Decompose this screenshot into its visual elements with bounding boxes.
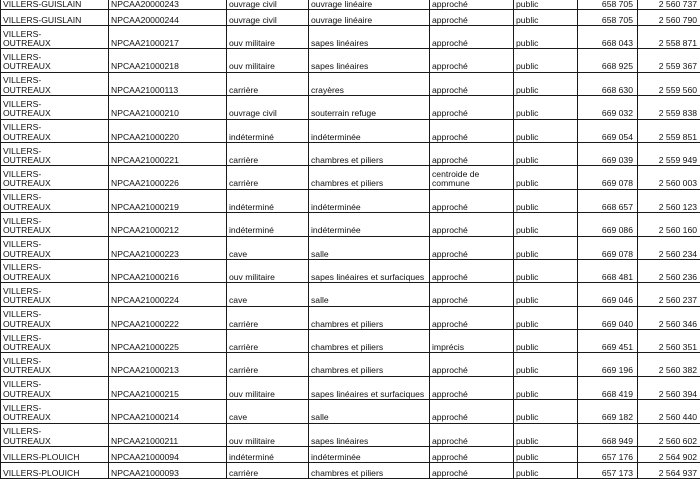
cell-y: 2 560 351 <box>638 330 700 353</box>
table-row <box>1 0 700 10</box>
table-row <box>1 353 700 376</box>
commune-line: VILLERS- <box>3 100 106 109</box>
cell-code: NPCAA21000214 <box>109 400 227 423</box>
table-row <box>1 330 700 353</box>
cell-x: 657 176 <box>578 447 638 463</box>
cell-nature: sapes linéaires et surfaciques <box>309 259 430 282</box>
cell-statut: public <box>514 49 578 72</box>
commune-line: VILLERS- <box>3 217 106 226</box>
cell-precision: centroide de commune <box>430 166 514 189</box>
cell-code: NPCAA20000243 <box>109 0 227 10</box>
cell-commune <box>1 236 109 259</box>
cell-type: carrière <box>227 72 309 95</box>
cell-y: 2 564 902 <box>638 447 700 463</box>
cell-nature: sapes linéaires <box>309 26 430 49</box>
cell-y: 2 560 382 <box>638 353 700 376</box>
cell-code: NPCAA21000094 <box>109 447 227 463</box>
cell-precision: approché <box>430 423 514 446</box>
cell-type: indéterminé <box>227 189 309 212</box>
commune-line: VILLERS- <box>3 404 106 413</box>
cell-type: ouv militaire <box>227 259 309 282</box>
commune-line: VILLERS- <box>3 263 106 272</box>
cell-commune <box>1 0 109 10</box>
cell-nature: chambres et piliers <box>309 463 430 479</box>
cell-y: 2 560 237 <box>638 283 700 306</box>
commune-line: VILLERS- <box>3 147 106 156</box>
commune-line: OUTREAUX <box>3 203 106 212</box>
table-row <box>1 463 700 479</box>
commune-line: VILLERS-PLOUICH <box>3 469 106 478</box>
cell-commune <box>1 463 109 479</box>
commune-line: VILLERS-GUISLAIN <box>3 16 106 25</box>
cell-nature: salle <box>309 400 430 423</box>
cell-x: 668 419 <box>578 376 638 399</box>
cell-precision: approché <box>430 306 514 329</box>
cell-type: carrière <box>227 330 309 353</box>
cell-x: 669 054 <box>578 119 638 142</box>
cell-nature: chambres et piliers <box>309 330 430 353</box>
commune-line: VILLERS- <box>3 123 106 132</box>
cell-nature: souterrain refuge <box>309 96 430 119</box>
cell-y: 2 560 236 <box>638 259 700 282</box>
cell-x: 658 705 <box>578 10 638 26</box>
cell-code: NPCAA21000211 <box>109 423 227 446</box>
table-row <box>1 119 700 142</box>
cell-nature: ouvrage linéaire <box>309 10 430 26</box>
cell-statut: public <box>514 189 578 212</box>
cell-code: NPCAA21000216 <box>109 259 227 282</box>
cell-y: 2 560 003 <box>638 166 700 189</box>
commune-line: VILLERS- <box>3 334 106 343</box>
cell-y: 2 559 851 <box>638 119 700 142</box>
cell-statut: public <box>514 330 578 353</box>
cell-statut: public <box>514 72 578 95</box>
cell-code: NPCAA21000219 <box>109 189 227 212</box>
cell-code: NPCAA21000222 <box>109 306 227 329</box>
table-row <box>1 26 700 49</box>
cell-statut: public <box>514 213 578 236</box>
table-row <box>1 213 700 236</box>
table-row <box>1 376 700 399</box>
cell-type: ouv militaire <box>227 423 309 446</box>
cell-statut: public <box>514 96 578 119</box>
cell-commune <box>1 259 109 282</box>
cell-y: 2 559 949 <box>638 142 700 165</box>
commune-line: OUTREAUX <box>3 179 106 188</box>
commune-line: OUTREAUX <box>3 366 106 375</box>
cell-precision: approché <box>430 96 514 119</box>
cell-x: 669 086 <box>578 213 638 236</box>
cell-code: NPCAA21000225 <box>109 330 227 353</box>
table-row <box>1 400 700 423</box>
cell-statut: public <box>514 376 578 399</box>
cell-type: ouv militaire <box>227 26 309 49</box>
table-row <box>1 49 700 72</box>
cell-commune <box>1 96 109 119</box>
commune-line: OUTREAUX <box>3 156 106 165</box>
commune-line: VILLERS- <box>3 76 106 85</box>
table-row <box>1 423 700 446</box>
commune-line: VILLERS- <box>3 380 106 389</box>
cell-precision: approché <box>430 236 514 259</box>
cell-commune <box>1 142 109 165</box>
cell-precision: approché <box>430 26 514 49</box>
cell-x: 669 040 <box>578 306 638 329</box>
cell-commune <box>1 189 109 212</box>
cell-precision: approché <box>430 447 514 463</box>
cell-x: 668 481 <box>578 259 638 282</box>
cell-commune <box>1 10 109 26</box>
cell-y: 2 560 737 <box>638 0 700 10</box>
cell-statut: public <box>514 400 578 423</box>
table-row <box>1 189 700 212</box>
cell-x: 668 043 <box>578 26 638 49</box>
cell-y: 2 560 234 <box>638 236 700 259</box>
cell-type: indéterminé <box>227 119 309 142</box>
cell-statut: public <box>514 26 578 49</box>
cell-nature: chambres et piliers <box>309 166 430 189</box>
table-row <box>1 236 700 259</box>
table-row <box>1 447 700 463</box>
cell-y: 2 559 838 <box>638 96 700 119</box>
cell-statut: public <box>514 0 578 10</box>
cell-x: 668 949 <box>578 423 638 446</box>
table-row <box>1 72 700 95</box>
cell-type: carrière <box>227 142 309 165</box>
cell-x: 669 182 <box>578 400 638 423</box>
cell-x: 669 032 <box>578 96 638 119</box>
cell-y: 2 564 937 <box>638 463 700 479</box>
cell-nature: sapes linéaires et surfaciques <box>309 376 430 399</box>
cell-precision: approché <box>430 213 514 236</box>
commune-line: OUTREAUX <box>3 343 106 352</box>
cell-x: 669 046 <box>578 283 638 306</box>
cell-precision: approché <box>430 463 514 479</box>
cell-statut: public <box>514 447 578 463</box>
cell-statut: public <box>514 283 578 306</box>
cell-nature: chambres et piliers <box>309 353 430 376</box>
cell-precision: approché <box>430 400 514 423</box>
cell-commune <box>1 376 109 399</box>
cell-nature: sapes linéaires <box>309 423 430 446</box>
cell-nature: indéterminée <box>309 119 430 142</box>
commune-line: VILLERS- <box>3 310 106 319</box>
commune-line: OUTREAUX <box>3 437 106 446</box>
cell-x: 668 657 <box>578 189 638 212</box>
cell-x: 669 196 <box>578 353 638 376</box>
cell-y: 2 559 367 <box>638 49 700 72</box>
table-row <box>1 166 700 189</box>
cell-nature: sapes linéaires <box>309 49 430 72</box>
cell-statut: public <box>514 166 578 189</box>
cell-x: 669 451 <box>578 330 638 353</box>
cell-x: 669 078 <box>578 236 638 259</box>
cell-precision: approché <box>430 189 514 212</box>
commune-line: VILLERS- <box>3 427 106 436</box>
cell-code: NPCAA21000223 <box>109 236 227 259</box>
cell-type: carrière <box>227 353 309 376</box>
cell-commune <box>1 423 109 446</box>
cell-type: cave <box>227 283 309 306</box>
cell-statut: public <box>514 10 578 26</box>
table-row <box>1 10 700 26</box>
cell-code: NPCAA21000215 <box>109 376 227 399</box>
cell-precision: approché <box>430 142 514 165</box>
table-row <box>1 283 700 306</box>
cell-precision: imprécis <box>430 330 514 353</box>
cell-precision: approché <box>430 119 514 142</box>
cell-statut: public <box>514 119 578 142</box>
commune-line: OUTREAUX <box>3 86 106 95</box>
cell-precision: approché <box>430 259 514 282</box>
commune-line: VILLERS- <box>3 193 106 202</box>
commune-line: OUTREAUX <box>3 273 106 282</box>
cell-commune <box>1 306 109 329</box>
cell-type: ouv militaire <box>227 376 309 399</box>
cell-x: 657 173 <box>578 463 638 479</box>
cell-x: 668 630 <box>578 72 638 95</box>
cell-code: NPCAA21000221 <box>109 142 227 165</box>
cell-y: 2 559 560 <box>638 72 700 95</box>
cell-commune <box>1 166 109 189</box>
cell-statut: public <box>514 423 578 446</box>
commune-line: OUTREAUX <box>3 413 106 422</box>
cell-code: NPCAA20000244 <box>109 10 227 26</box>
commune-line: VILLERS- <box>3 170 106 179</box>
cell-code: NPCAA21000226 <box>109 166 227 189</box>
cell-type: cave <box>227 236 309 259</box>
cell-type: ouvrage civil <box>227 0 309 10</box>
cell-commune <box>1 213 109 236</box>
cell-precision: approché <box>430 72 514 95</box>
cell-code: NPCAA21000113 <box>109 72 227 95</box>
cell-type: ouvrage civil <box>227 10 309 26</box>
cell-commune <box>1 26 109 49</box>
cell-nature: chambres et piliers <box>309 142 430 165</box>
cell-y: 2 560 790 <box>638 10 700 26</box>
cell-precision: approché <box>430 353 514 376</box>
commune-line: OUTREAUX <box>3 250 106 259</box>
cell-y: 2 560 160 <box>638 213 700 236</box>
table-body <box>1 0 700 479</box>
cell-x: 658 705 <box>578 0 638 10</box>
commune-line: OUTREAUX <box>3 109 106 118</box>
commune-line: OUTREAUX <box>3 39 106 48</box>
commune-line: VILLERS- <box>3 287 106 296</box>
cell-statut: public <box>514 259 578 282</box>
cell-type: indéterminé <box>227 447 309 463</box>
cell-statut: public <box>514 142 578 165</box>
cell-nature: chambres et piliers <box>309 306 430 329</box>
commune-line: OUTREAUX <box>3 320 106 329</box>
cell-precision: approché <box>430 376 514 399</box>
commune-line: OUTREAUX <box>3 133 106 142</box>
cell-code: NPCAA21000224 <box>109 283 227 306</box>
cell-commune <box>1 119 109 142</box>
table-row <box>1 96 700 119</box>
cell-code: NPCAA21000212 <box>109 213 227 236</box>
cell-nature: crayères <box>309 72 430 95</box>
cell-type: carrière <box>227 306 309 329</box>
cell-precision: approché <box>430 49 514 72</box>
cell-type: ouvrage civil <box>227 96 309 119</box>
cell-commune <box>1 330 109 353</box>
cell-commune <box>1 283 109 306</box>
cell-code: NPCAA21000093 <box>109 463 227 479</box>
cell-type: indéterminé <box>227 213 309 236</box>
table-row <box>1 142 700 165</box>
cell-commune <box>1 72 109 95</box>
cell-x: 668 925 <box>578 49 638 72</box>
cell-statut: public <box>514 236 578 259</box>
commune-line: OUTREAUX <box>3 226 106 235</box>
cell-y: 2 558 871 <box>638 26 700 49</box>
table-row <box>1 306 700 329</box>
commune-line: VILLERS- <box>3 357 106 366</box>
commune-line: VILLERS- <box>3 53 106 62</box>
commune-line: VILLERS-GUISLAIN <box>3 0 106 9</box>
cell-type: carrière <box>227 166 309 189</box>
cell-type: ouv militaire <box>227 49 309 72</box>
cell-statut: public <box>514 463 578 479</box>
cell-statut: public <box>514 306 578 329</box>
commune-line: OUTREAUX <box>3 390 106 399</box>
commune-line: OUTREAUX <box>3 62 106 71</box>
commune-line: VILLERS- <box>3 240 106 249</box>
cell-nature: indéterminée <box>309 447 430 463</box>
cell-code: NPCAA21000213 <box>109 353 227 376</box>
cell-commune <box>1 447 109 463</box>
cell-nature: salle <box>309 283 430 306</box>
cell-type: cave <box>227 400 309 423</box>
commune-line: VILLERS-PLOUICH <box>3 453 106 462</box>
cell-nature: indéterminée <box>309 213 430 236</box>
cell-y: 2 560 346 <box>638 306 700 329</box>
cell-precision: approché <box>430 10 514 26</box>
cell-y: 2 560 602 <box>638 423 700 446</box>
commune-line: OUTREAUX <box>3 296 106 305</box>
cell-x: 669 039 <box>578 142 638 165</box>
cell-y: 2 560 440 <box>638 400 700 423</box>
cell-type: carrière <box>227 463 309 479</box>
cell-statut: public <box>514 353 578 376</box>
cell-code: NPCAA21000210 <box>109 96 227 119</box>
cell-code: NPCAA21000217 <box>109 26 227 49</box>
cell-precision: approché <box>430 283 514 306</box>
table-row <box>1 259 700 282</box>
cell-commune <box>1 400 109 423</box>
cell-y: 2 560 394 <box>638 376 700 399</box>
cell-commune <box>1 353 109 376</box>
cell-precision: approché <box>430 0 514 10</box>
cell-x: 669 078 <box>578 166 638 189</box>
cell-nature: salle <box>309 236 430 259</box>
cell-commune <box>1 49 109 72</box>
cell-y: 2 560 123 <box>638 189 700 212</box>
cell-code: NPCAA21000218 <box>109 49 227 72</box>
cell-nature: ouvrage linéaire <box>309 0 430 10</box>
commune-line: VILLERS- <box>3 30 106 39</box>
cell-code: NPCAA21000220 <box>109 119 227 142</box>
cell-nature: indéterminée <box>309 189 430 212</box>
